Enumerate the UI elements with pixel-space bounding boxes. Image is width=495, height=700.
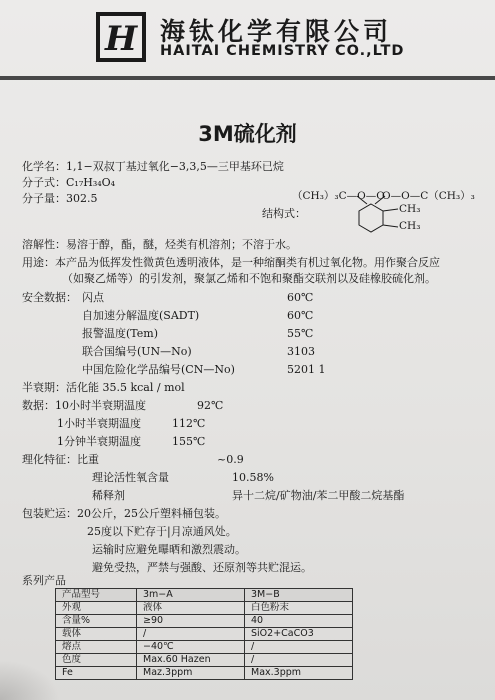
series-label: 系列产品 [22,574,66,587]
table-cell: 含量% [56,615,137,628]
safety-row-value: 60℃ [287,309,314,322]
table-cell: 产品型号 [56,589,137,602]
table-cell: / [245,654,353,667]
company-name-cn: 海钛化学有限公司 [160,17,393,46]
table-cell: Fe [56,667,137,680]
table-cell: 白色粉末 [245,602,353,615]
formula-row [22,176,115,190]
safety-row-name: 联合国编号(UN—No) [82,345,192,358]
table-row [56,589,353,602]
table-cell: ≥90 [137,615,245,628]
page-shadow [0,660,60,700]
table-row [56,667,353,680]
header-divider [0,76,495,80]
halflife-row-value: 92℃ [197,399,224,412]
page-title: 3M硫化剂 [198,122,297,146]
safety-label: 安全数据： [22,291,77,304]
structure-top-left: （CH₃）₃C—O—O [292,190,385,202]
safety-row-name: 自加速分解温度(SADT) [82,309,200,322]
formula-value: C₁₇H₃₄O₄ [66,176,116,189]
table-cell: SiO2+CaCO3 [245,628,353,641]
safety-row-name: 闪点 [82,291,104,304]
table-cell: / [137,628,245,641]
halflife-row-value: 155℃ [172,435,206,448]
series-table [55,588,353,680]
table-cell: 3m−A [137,589,245,602]
safety-row-name: 中国危险化学品编号(CN—No) [82,363,235,376]
table-cell: 40 [245,615,353,628]
storage-line-3: 运输时应避免曝晒和激烈震动。 [92,543,246,556]
table-row [56,654,353,667]
halflife-row-name: 数据：10小时半衰期温度 [22,399,146,412]
usage-line-2: （如聚乙烯等）的引发剂，聚氯乙烯和不饱和聚酯交联剂以及硅橡胶硫化剂。 [62,272,436,285]
storage-line-2: 25度以下贮存于|月凉通风处。 [87,525,237,538]
formula-label: 分子式： [22,176,66,189]
safety-row-name: 报警温度(Tem) [82,327,159,340]
solubility: 溶解性：易溶于醇，酯，醚，烃类有机溶剂；不溶于水。 [22,238,297,251]
storage-line-4: 避免受热，严禁与强酸、还原剂等共贮混运。 [92,561,312,574]
structure-label: 结构式： [262,207,306,220]
table-row [56,628,353,641]
oxygen-value: 10.58% [232,471,274,484]
halflife-activation: 半衰期：活化能 35.5 kcal / mol [22,381,185,394]
table-cell: −40℃ [137,641,245,654]
company-logo [96,12,146,62]
safety-row-value: 3103 [287,345,315,358]
table-cell: Max.3ppm [245,667,353,680]
table-cell: 载体 [56,628,137,641]
halflife-row-name: 1分钟半衰期温度 [57,435,141,448]
table-cell: Maz.3ppm [137,667,245,680]
table-cell: 外观 [56,602,137,615]
table-row [56,641,353,654]
halflife-row-name: 1小时半衰期温度 [57,417,141,430]
molecular-weight: 分子量：302.5 [22,192,98,205]
safety-row-value: 5201 1 [287,363,326,376]
usage-line-1: 用途：本产品为低挥发性微黄色透明液体，是一种缩酮类有机过氧化物。用作聚合反应 [22,256,440,269]
safety-row-value: 55℃ [287,327,314,340]
table-cell: 3M−B [245,589,353,602]
company-name-en: HAITAI CHEMISTRY CO.,LTD [160,43,405,59]
table-row [56,602,353,615]
specific-gravity: ~0.9 [217,453,244,466]
safety-row-value: 60℃ [287,291,314,304]
logo-letter: H [104,19,138,59]
physical-label: 理化特征：比重 [22,453,99,466]
chemical-name: 化学名：1,1−双叔丁基过氧化−3,3,5—三甲基环已烷 [22,160,284,173]
halflife-row-value: 112℃ [172,417,206,430]
table-cell: 熔点 [56,641,137,654]
table-row [56,615,353,628]
table-cell: / [245,641,353,654]
structure-top-right: O—O—C（CH₃）₃ [382,190,475,202]
diluent-value: 异十二烷/矿物油/苯二甲酸二烷基酯 [232,489,405,502]
structure-ch3-a: CH₃ [399,203,421,215]
oxygen-label: 理论活性氧含量 [92,471,169,484]
diluent-label: 稀释剂 [92,489,125,502]
table-cell: 色度 [56,654,137,667]
structure-ch3-b: CH₃ [399,220,421,232]
table-cell: 液体 [137,602,245,615]
storage-line-1: 包装贮运：20公斤，25公斤塑料桶包装。 [22,507,226,520]
table-cell: Max.60 Hazen [137,654,245,667]
